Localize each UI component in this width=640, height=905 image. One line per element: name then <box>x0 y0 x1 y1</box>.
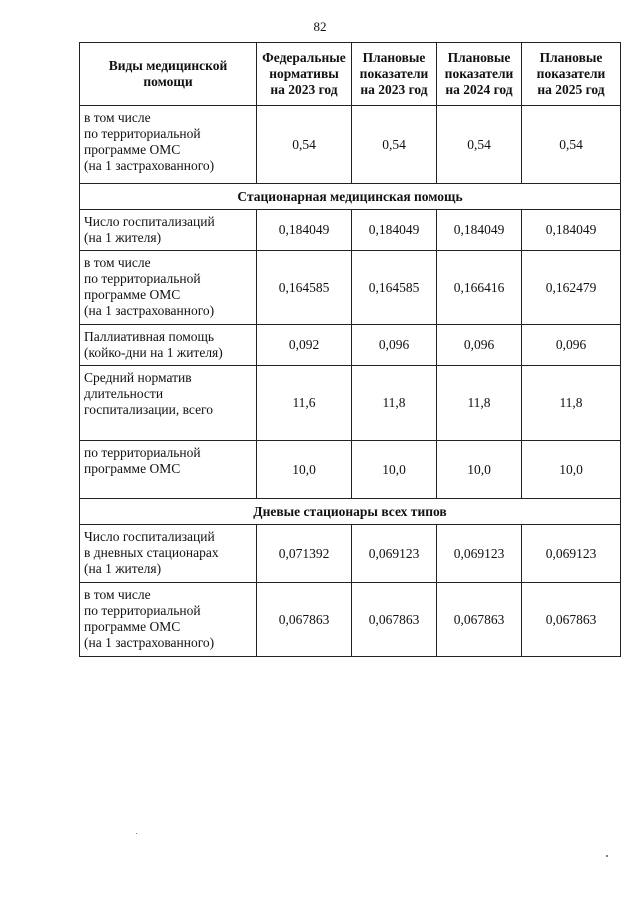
row-label: в том числе по территориальной программе ОМС (на 1 застрахованного) <box>80 251 257 325</box>
value-cell: 0,092 <box>257 325 352 366</box>
table-row <box>80 210 621 251</box>
value-cell: 0,54 <box>522 106 621 184</box>
table-row <box>80 106 621 184</box>
value-cell: 0,069123 <box>352 525 437 583</box>
value-cell: 0,54 <box>257 106 352 184</box>
row-label: в том числе по территориальной программе ОМС (на 1 застрахованного) <box>80 106 257 184</box>
scan-speck <box>136 833 137 834</box>
value-cell: 0,164585 <box>352 251 437 325</box>
header-care-type: Виды медицинской помощи <box>80 43 257 106</box>
value-cell: 0,067863 <box>257 583 352 657</box>
header-federal-2023: Федеральные нормативы на 2023 год <box>257 43 352 106</box>
scan-speck <box>606 855 608 857</box>
header-row <box>80 43 621 106</box>
value-cell: 0,069123 <box>437 525 522 583</box>
table-row <box>80 366 621 441</box>
value-cell: 0,096 <box>522 325 621 366</box>
row-label: Число госпитализаций (на 1 жителя) <box>80 210 257 251</box>
value-cell: 0,54 <box>437 106 522 184</box>
row-label: по территориальной программе ОМС <box>80 441 257 499</box>
value-cell: 0,067863 <box>352 583 437 657</box>
page-number: 82 <box>313 19 327 34</box>
value-cell: 10,0 <box>257 441 352 499</box>
value-cell: 0,184049 <box>257 210 352 251</box>
value-cell: 11,8 <box>522 366 621 441</box>
row-label: Средний норматив длительности госпитализации, всего <box>80 366 257 441</box>
value-cell: 0,162479 <box>522 251 621 325</box>
value-cell: 0,184049 <box>437 210 522 251</box>
value-cell: 0,071392 <box>257 525 352 583</box>
value-cell: 0,184049 <box>352 210 437 251</box>
table-row <box>80 441 621 499</box>
table-row <box>80 251 621 325</box>
value-cell: 10,0 <box>437 441 522 499</box>
section-title: Дневые стационары всех типов <box>80 499 621 525</box>
section-row <box>80 499 621 525</box>
value-cell: 10,0 <box>522 441 621 499</box>
header-plan-2023: Плановые показатели на 2023 год <box>352 43 437 106</box>
row-label: в том числе по территориальной программе ОМС (на 1 застрахованного) <box>80 583 257 657</box>
value-cell: 11,8 <box>352 366 437 441</box>
value-cell: 11,8 <box>437 366 522 441</box>
value-cell: 10,0 <box>352 441 437 499</box>
value-cell: 0,164585 <box>257 251 352 325</box>
value-cell: 0,184049 <box>522 210 621 251</box>
norms-table <box>79 42 621 657</box>
header-plan-2025: Плановые показатели на 2025 год <box>522 43 621 106</box>
value-cell: 0,096 <box>352 325 437 366</box>
value-cell: 0,069123 <box>522 525 621 583</box>
section-title: Стационарная медицинская помощь <box>80 184 621 210</box>
table-body <box>80 106 621 657</box>
value-cell: 0,54 <box>352 106 437 184</box>
value-cell: 0,096 <box>437 325 522 366</box>
header-plan-2024: Плановые показатели на 2024 год <box>437 43 522 106</box>
value-cell: 0,067863 <box>437 583 522 657</box>
table-row <box>80 525 621 583</box>
value-cell: 11,6 <box>257 366 352 441</box>
section-row <box>80 184 621 210</box>
table-row <box>80 325 621 366</box>
value-cell: 0,067863 <box>522 583 621 657</box>
value-cell: 0,166416 <box>437 251 522 325</box>
table-row <box>80 583 621 657</box>
row-label: Паллиативная помощь (койко-дни на 1 жителя) <box>80 325 257 366</box>
row-label: Число госпитализаций в дневных стационарах (на 1 жителя) <box>80 525 257 583</box>
